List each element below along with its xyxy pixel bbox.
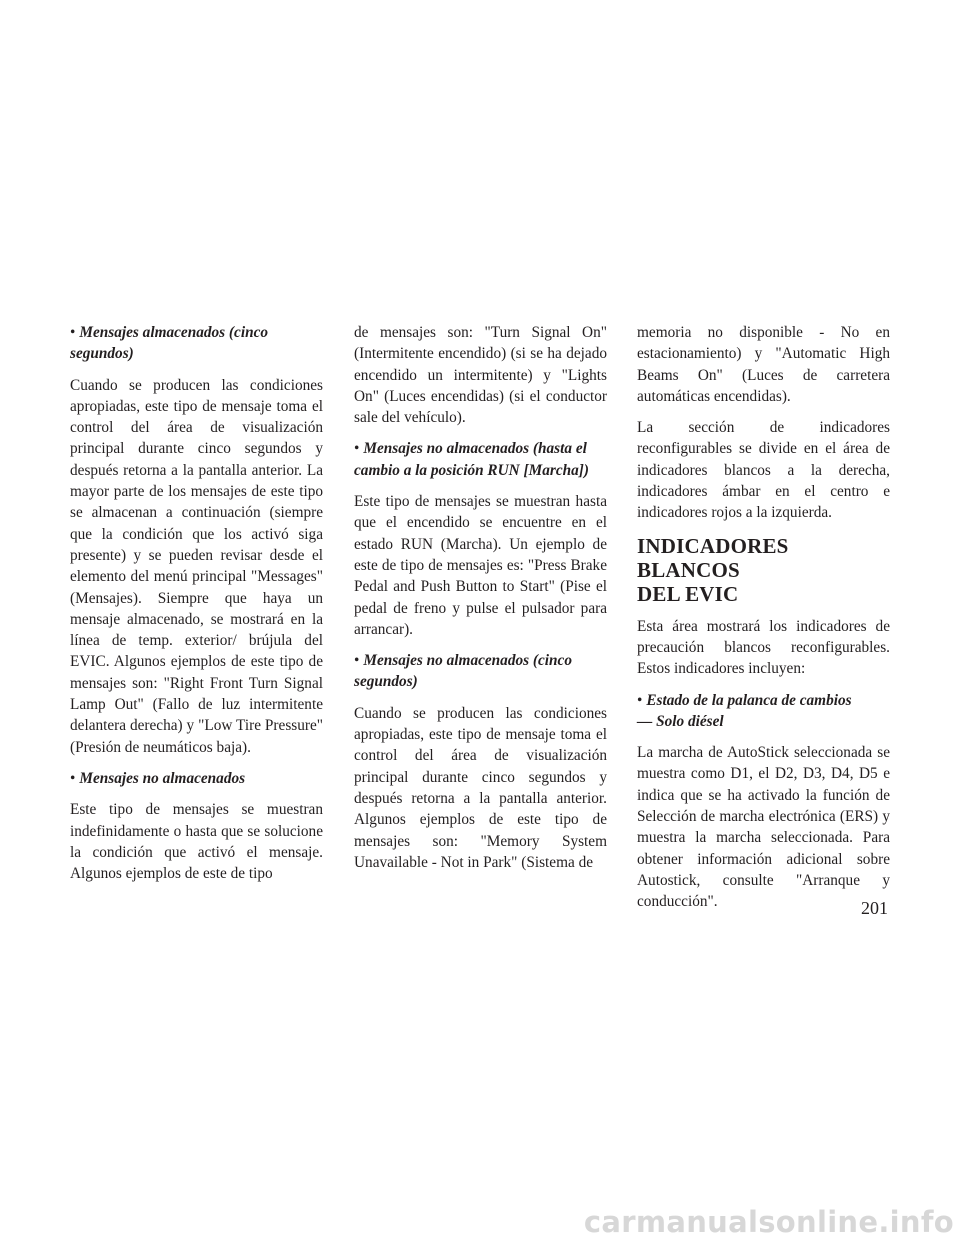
text-column-2: [354, 322, 607, 883]
bullet-item-unstored-messages: [70, 768, 323, 789]
bullet-item-label: Mensajes almacenados (cinco segundos): [70, 324, 269, 363]
paragraph: Esta área mostrará los indicadores de precaución blancos reconfigurables. Estos indicadores incluyen:: [637, 617, 890, 678]
paragraph: La marcha de AutoStick seleccionada se muestra como D1, el D2, D3, D4, D5 e indica que se ha activado la función de Selección de marcha electrónica (ERS) y muestra la marcha seleccionada. Para obtener información adicional sobre Autostick, consulte "Arranque y conducción".: [637, 744, 890, 911]
bullet-icon: •: [354, 440, 360, 458]
section-heading: [637, 534, 890, 606]
paragraph: Este tipo de mensajes se muestran indefinidamente o hasta que se solucione la condición que activó el mensaje. Algunos ejemplos de este de tipo: [70, 801, 323, 883]
page-number: 201: [861, 898, 888, 918]
bullet-item-label: Mensajes no almacenados: [79, 769, 246, 787]
bullet-icon: •: [70, 769, 76, 787]
watermark: carmanualsonline.info: [583, 1205, 954, 1239]
bullet-icon: •: [354, 652, 360, 670]
bullet-item-unstored-five-seconds: [354, 650, 607, 693]
bullet-icon: •: [637, 691, 643, 709]
bullet-icon: •: [70, 324, 76, 341]
bullet-item-stored-messages: [70, 322, 323, 365]
section-heading-line-2: DEL EVIC: [637, 581, 739, 606]
paragraph: Cuando se producen las condiciones apropiadas, este tipo de mensaje toma el control del área de visualización principal durante cinco segundos y después retorna a la pantalla anterior. Algunos ejemplos de este tipo de mensajes son: "Memory System Unavailable - Not in Park" (Sistema de: [354, 704, 607, 871]
paragraph: de mensajes son: "Turn Signal On" (Intermitente encendido) (si se ha dejado encendido un intermitente) y "Lights On" (Luces encendidas) (si el conductor sale del vehículo).: [354, 324, 607, 427]
text-column-1: [70, 322, 323, 894]
paragraph: memoria no disponible - No en estacionamiento) y "Automatic High Beams On" (Luces de carretera automáticas encendidas).: [637, 324, 890, 405]
paragraph: La sección de indicadores reconfigurables se divide en el área de indicadores blancos a la derecha, indicadores ámbar en el centro e indicadores rojos a la izquierda.: [637, 419, 890, 522]
paragraph: Cuando se producen las condiciones apropiadas, este tipo de mensaje toma el control del área de visualización principal durante cinco segundos y después retorna a la pantalla anterior. La mayor parte de los mensajes de este tipo se almacenan a continuación (siempre que la condición que los activó siga presente) y se pueden revisar desde el elemento del menú principal "Messages" (Mensajes). Siempre que haya un mensaje almacenado, se mostrará en la línea de temp. exterior/ brújula del EVIC. Algunos ejemplos de este tipo de mensajes son: "Right Front Turn Signal Lamp Out" (Fallo de luz intermitente delantera derecha) y "Low Tire Pressure" (Presión de neumáticos baja).: [70, 376, 323, 756]
bullet-item-label: Mensajes no almacenados (hasta el cambio a la posición RUN [Marcha]): [354, 440, 589, 479]
bullet-item-label: Mensajes no almacenados (cinco segundos): [354, 652, 572, 691]
bullet-item-unstored-until-run: [354, 438, 607, 481]
section-heading-line-1: INDICADORES BLANCOS: [637, 533, 789, 582]
text-column-3: [637, 322, 890, 923]
bullet-item-label-line-1: Estado de la palanca de cambios: [646, 691, 852, 709]
bullet-item-gear-lever-status: [637, 690, 890, 733]
paragraph: Este tipo de mensajes se muestran hasta que el encendido se encuentre en el estado RUN (Marcha). Un ejemplo de este de tipo de mensajes es: "Press Brake Pedal and Push Button to Start" (Pise el pedal de freno y pulse el pulsador para arrancar).: [354, 493, 607, 638]
bullet-item-label-line-2: — Solo diésel: [637, 712, 724, 730]
